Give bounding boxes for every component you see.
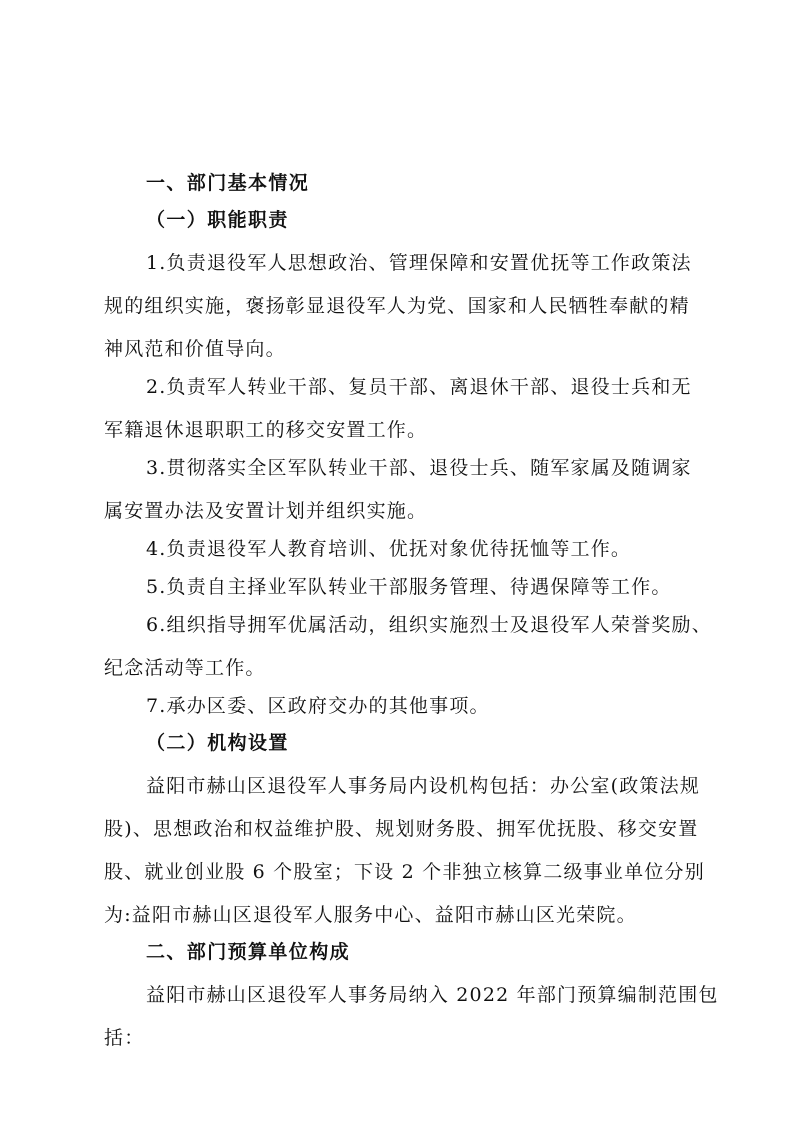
paragraph-3-line-1: 3.贯彻落实全区军队转业干部、退役士兵、随军家属及随调家: [146, 457, 692, 479]
subsection-heading-2: （二）机构设置: [146, 732, 289, 754]
paragraph-8-line-1: 益阳市赫山区退役军人事务局内设机构包括：办公室(政策法规: [146, 775, 701, 797]
paragraph-2-line-1: 2.负责军人转业干部、复员干部、离退休干部、退役士兵和无: [146, 376, 692, 398]
subsection-heading-1: （一）职能职责: [146, 209, 289, 231]
paragraph-6-line-2: 纪念活动等工作。: [104, 657, 266, 679]
section-heading-1: 一、部门基本情况: [146, 172, 310, 194]
paragraph-9-line-2: 括：: [104, 1027, 145, 1049]
paragraph-4: 4.负责退役军人教育培训、优抚对象优待抚恤等工作。: [146, 538, 632, 560]
paragraph-3-line-2: 属安置办法及安置计划并组织实施。: [104, 500, 428, 522]
paragraph-1-line-2: 规的组织实施，褒扬彰显退役军人为党、国家和人民牺牲奉献的精: [104, 295, 690, 317]
paragraph-1-line-3: 神风范和价值导向。: [104, 338, 286, 360]
paragraph-8-line-2: 股)、思想政治和权益维护股、规划财务股、拥军优抚股、移交安置: [104, 818, 699, 840]
paragraph-5: 5.负责自主择业军队转业干部服务管理、待遇保障等工作。: [146, 576, 672, 598]
paragraph-6-line-1: 6.组织指导拥军优属活动，组织实施烈士及退役军人荣誉奖励、: [146, 614, 712, 636]
section-heading-2: 二、部门预算单位构成: [146, 941, 351, 963]
paragraph-2-line-2: 军籍退休退职职工的移交安置工作。: [104, 419, 428, 441]
paragraph-8-line-4: 为:益阳市赫山区退役军人服务中心、益阳市赫山区光荣院。: [104, 904, 637, 926]
paragraph-8-line-3: 股、就业创业股 6 个股室；下设 2 个非独立核算二级事业单位分别: [104, 861, 705, 883]
paragraph-9-line-1: 益阳市赫山区退役军人事务局纳入 2022 年部门预算编制范围包: [146, 984, 719, 1006]
paragraph-1-line-1: 1.负责退役军人思想政治、管理保障和安置优抚等工作政策法: [146, 252, 692, 274]
paragraph-7: 7.承办区委、区政府交办的其他事项。: [146, 695, 490, 717]
